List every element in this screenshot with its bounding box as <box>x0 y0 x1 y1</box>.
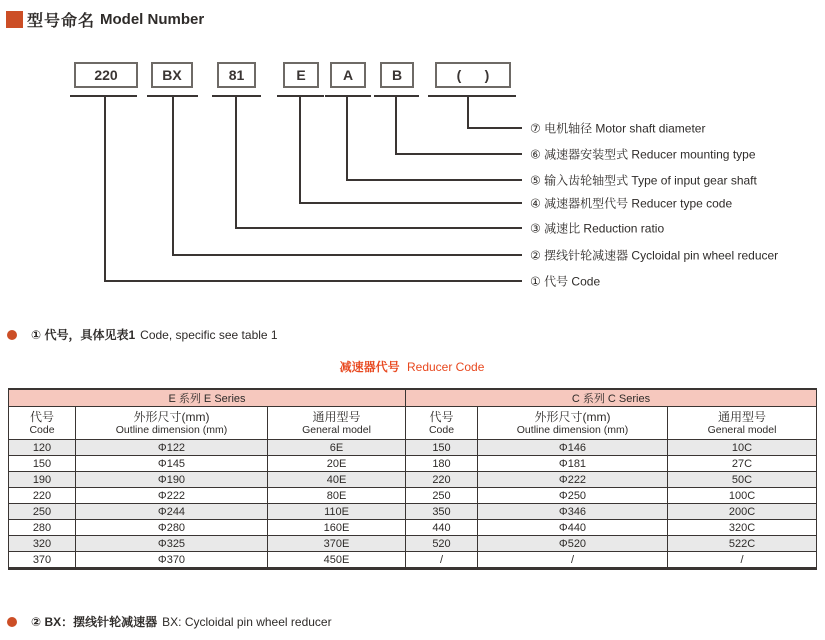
connector-line <box>467 95 469 129</box>
table-row <box>9 520 817 536</box>
cell: Φ146 <box>478 440 668 456</box>
cell: 250 <box>9 504 76 520</box>
bullet-icon <box>7 617 17 627</box>
reducer-code-table <box>8 388 817 570</box>
cell: Φ346 <box>478 504 668 520</box>
table-row <box>9 552 817 569</box>
cell: 370E <box>268 536 406 552</box>
page-title-cn: 型号命名 <box>27 13 96 30</box>
column-header <box>76 407 268 440</box>
connector-line <box>395 95 397 155</box>
model-code-box: 220 <box>74 62 138 88</box>
cell: 20E <box>268 456 406 472</box>
diagram-label: ① 代号 Code <box>530 274 601 289</box>
cell: Φ145 <box>76 456 268 472</box>
cell: Φ280 <box>76 520 268 536</box>
connector-line <box>325 95 371 97</box>
cell: 200C <box>668 504 817 520</box>
diagram-label: ④ 减速器机型代号 Reducer type code <box>530 196 733 211</box>
cell: 370 <box>9 552 76 569</box>
cell: 40E <box>268 472 406 488</box>
column-header-cn: 通用型号 <box>312 409 361 424</box>
cell: Φ122 <box>76 440 268 456</box>
footnote-bx <box>7 613 332 630</box>
footnote-bold-text: ② BX：摆线针轮减速器 <box>31 615 158 629</box>
table-title <box>8 358 816 375</box>
cell: 80E <box>268 488 406 504</box>
footnote-bold-text: ① 代号，具体见表1 <box>31 328 136 342</box>
model-code-box: BX <box>151 62 193 88</box>
cell: Φ250 <box>478 488 668 504</box>
cell: 220 <box>406 472 478 488</box>
cell: 220 <box>9 488 76 504</box>
page-title-en: Model Number <box>100 11 205 28</box>
column-header <box>406 407 478 440</box>
cell: Φ190 <box>76 472 268 488</box>
column-header-cn: 代号 <box>429 409 454 424</box>
diagram-label: ⑤ 输入齿轮轴型式 Type of input gear shaft <box>530 173 757 188</box>
column-header-en: Code <box>29 423 55 436</box>
connector-line <box>235 95 237 229</box>
connector-line <box>467 127 522 129</box>
table-column-header-row <box>9 407 817 440</box>
cell: 6E <box>268 440 406 456</box>
cell: Φ222 <box>76 488 268 504</box>
cell: 180 <box>406 456 478 472</box>
diagram-label: ⑥ 减速器安装型式 Reducer mounting type <box>530 147 756 162</box>
table-row <box>9 488 817 504</box>
cell: Φ520 <box>478 536 668 552</box>
cell: 150 <box>9 456 76 472</box>
column-header <box>668 407 817 440</box>
cell: 522C <box>668 536 817 552</box>
cell: 320 <box>9 536 76 552</box>
cell: 10C <box>668 440 817 456</box>
model-code-box: A <box>330 62 366 88</box>
model-code-box: B <box>380 62 414 88</box>
column-header-en: Code <box>428 423 455 436</box>
diagram-label: ⑦ 电机轴径 Motor shaft diameter <box>530 121 706 136</box>
connector-line <box>235 227 522 229</box>
cell: 100C <box>668 488 817 504</box>
column-header-en: Outline dimension (mm) <box>516 423 629 436</box>
footnote-text: Code, specific see table 1 <box>140 327 278 342</box>
cell: Φ222 <box>478 472 668 488</box>
cell: 120 <box>9 440 76 456</box>
cell: Φ370 <box>76 552 268 569</box>
cell: / <box>668 552 817 569</box>
cell: 150 <box>406 440 478 456</box>
connector-line <box>172 95 174 256</box>
diagram-label: ② 摆线针轮减速器 Cycloidal pin wheel reducer <box>530 248 779 263</box>
model-code-box: E <box>283 62 319 88</box>
cell: 280 <box>9 520 76 536</box>
column-header-cn: 外形尺寸(mm) <box>534 409 611 424</box>
column-header-cn: 代号 <box>29 409 54 424</box>
connector-line <box>346 95 348 181</box>
table-row <box>9 504 817 520</box>
connector-line <box>104 280 522 282</box>
cell: Φ440 <box>478 520 668 536</box>
model-code-box: ( ) <box>435 62 511 88</box>
connector-line <box>299 95 301 204</box>
connector-line <box>104 95 106 282</box>
cell: 350 <box>406 504 478 520</box>
cell: 27C <box>668 456 817 472</box>
column-header-en: General model <box>302 423 371 436</box>
cell: 320C <box>668 520 817 536</box>
connector-line <box>299 202 522 204</box>
table-row <box>9 472 817 488</box>
cell: 50C <box>668 472 817 488</box>
diagram-label: ③ 减速比 Reduction ratio <box>530 221 665 236</box>
cell: / <box>478 552 668 569</box>
cell: / <box>406 552 478 569</box>
model-code-box: 81 <box>217 62 256 88</box>
footnote-text: BX: Cycloidal pin wheel reducer <box>162 614 332 629</box>
cell: 440 <box>406 520 478 536</box>
cell: 450E <box>268 552 406 569</box>
column-header-cn: 通用型号 <box>717 409 766 424</box>
table-row <box>9 456 817 472</box>
column-header-en: General model <box>707 423 777 436</box>
table-row <box>9 536 817 552</box>
column-header <box>268 407 406 440</box>
column-header <box>9 407 76 440</box>
series-header-e: E 系列 E Series <box>9 389 406 407</box>
table-series-header-row <box>9 389 817 407</box>
cell: 190 <box>9 472 76 488</box>
series-header-c: C 系列 C Series <box>406 389 817 407</box>
bullet-icon <box>7 330 17 340</box>
column-header-cn: 外形尺寸(mm) <box>133 409 210 424</box>
connector-line <box>172 254 522 256</box>
table-title-en: Reducer Code <box>406 360 485 374</box>
cell: Φ181 <box>478 456 668 472</box>
column-header <box>478 407 668 440</box>
connector-line <box>428 95 516 97</box>
column-header-en: Outline dimension (mm) <box>115 423 228 436</box>
cell: 110E <box>268 504 406 520</box>
connector-line <box>346 179 522 181</box>
table-title-cn: 减速器代号 <box>339 360 400 374</box>
cell: Φ244 <box>76 504 268 520</box>
cell: 250 <box>406 488 478 504</box>
table-row <box>9 440 817 456</box>
cell: 160E <box>268 520 406 536</box>
connector-line <box>395 153 522 155</box>
cell: Φ325 <box>76 536 268 552</box>
cell: 520 <box>406 536 478 552</box>
footnote-code <box>7 326 278 343</box>
